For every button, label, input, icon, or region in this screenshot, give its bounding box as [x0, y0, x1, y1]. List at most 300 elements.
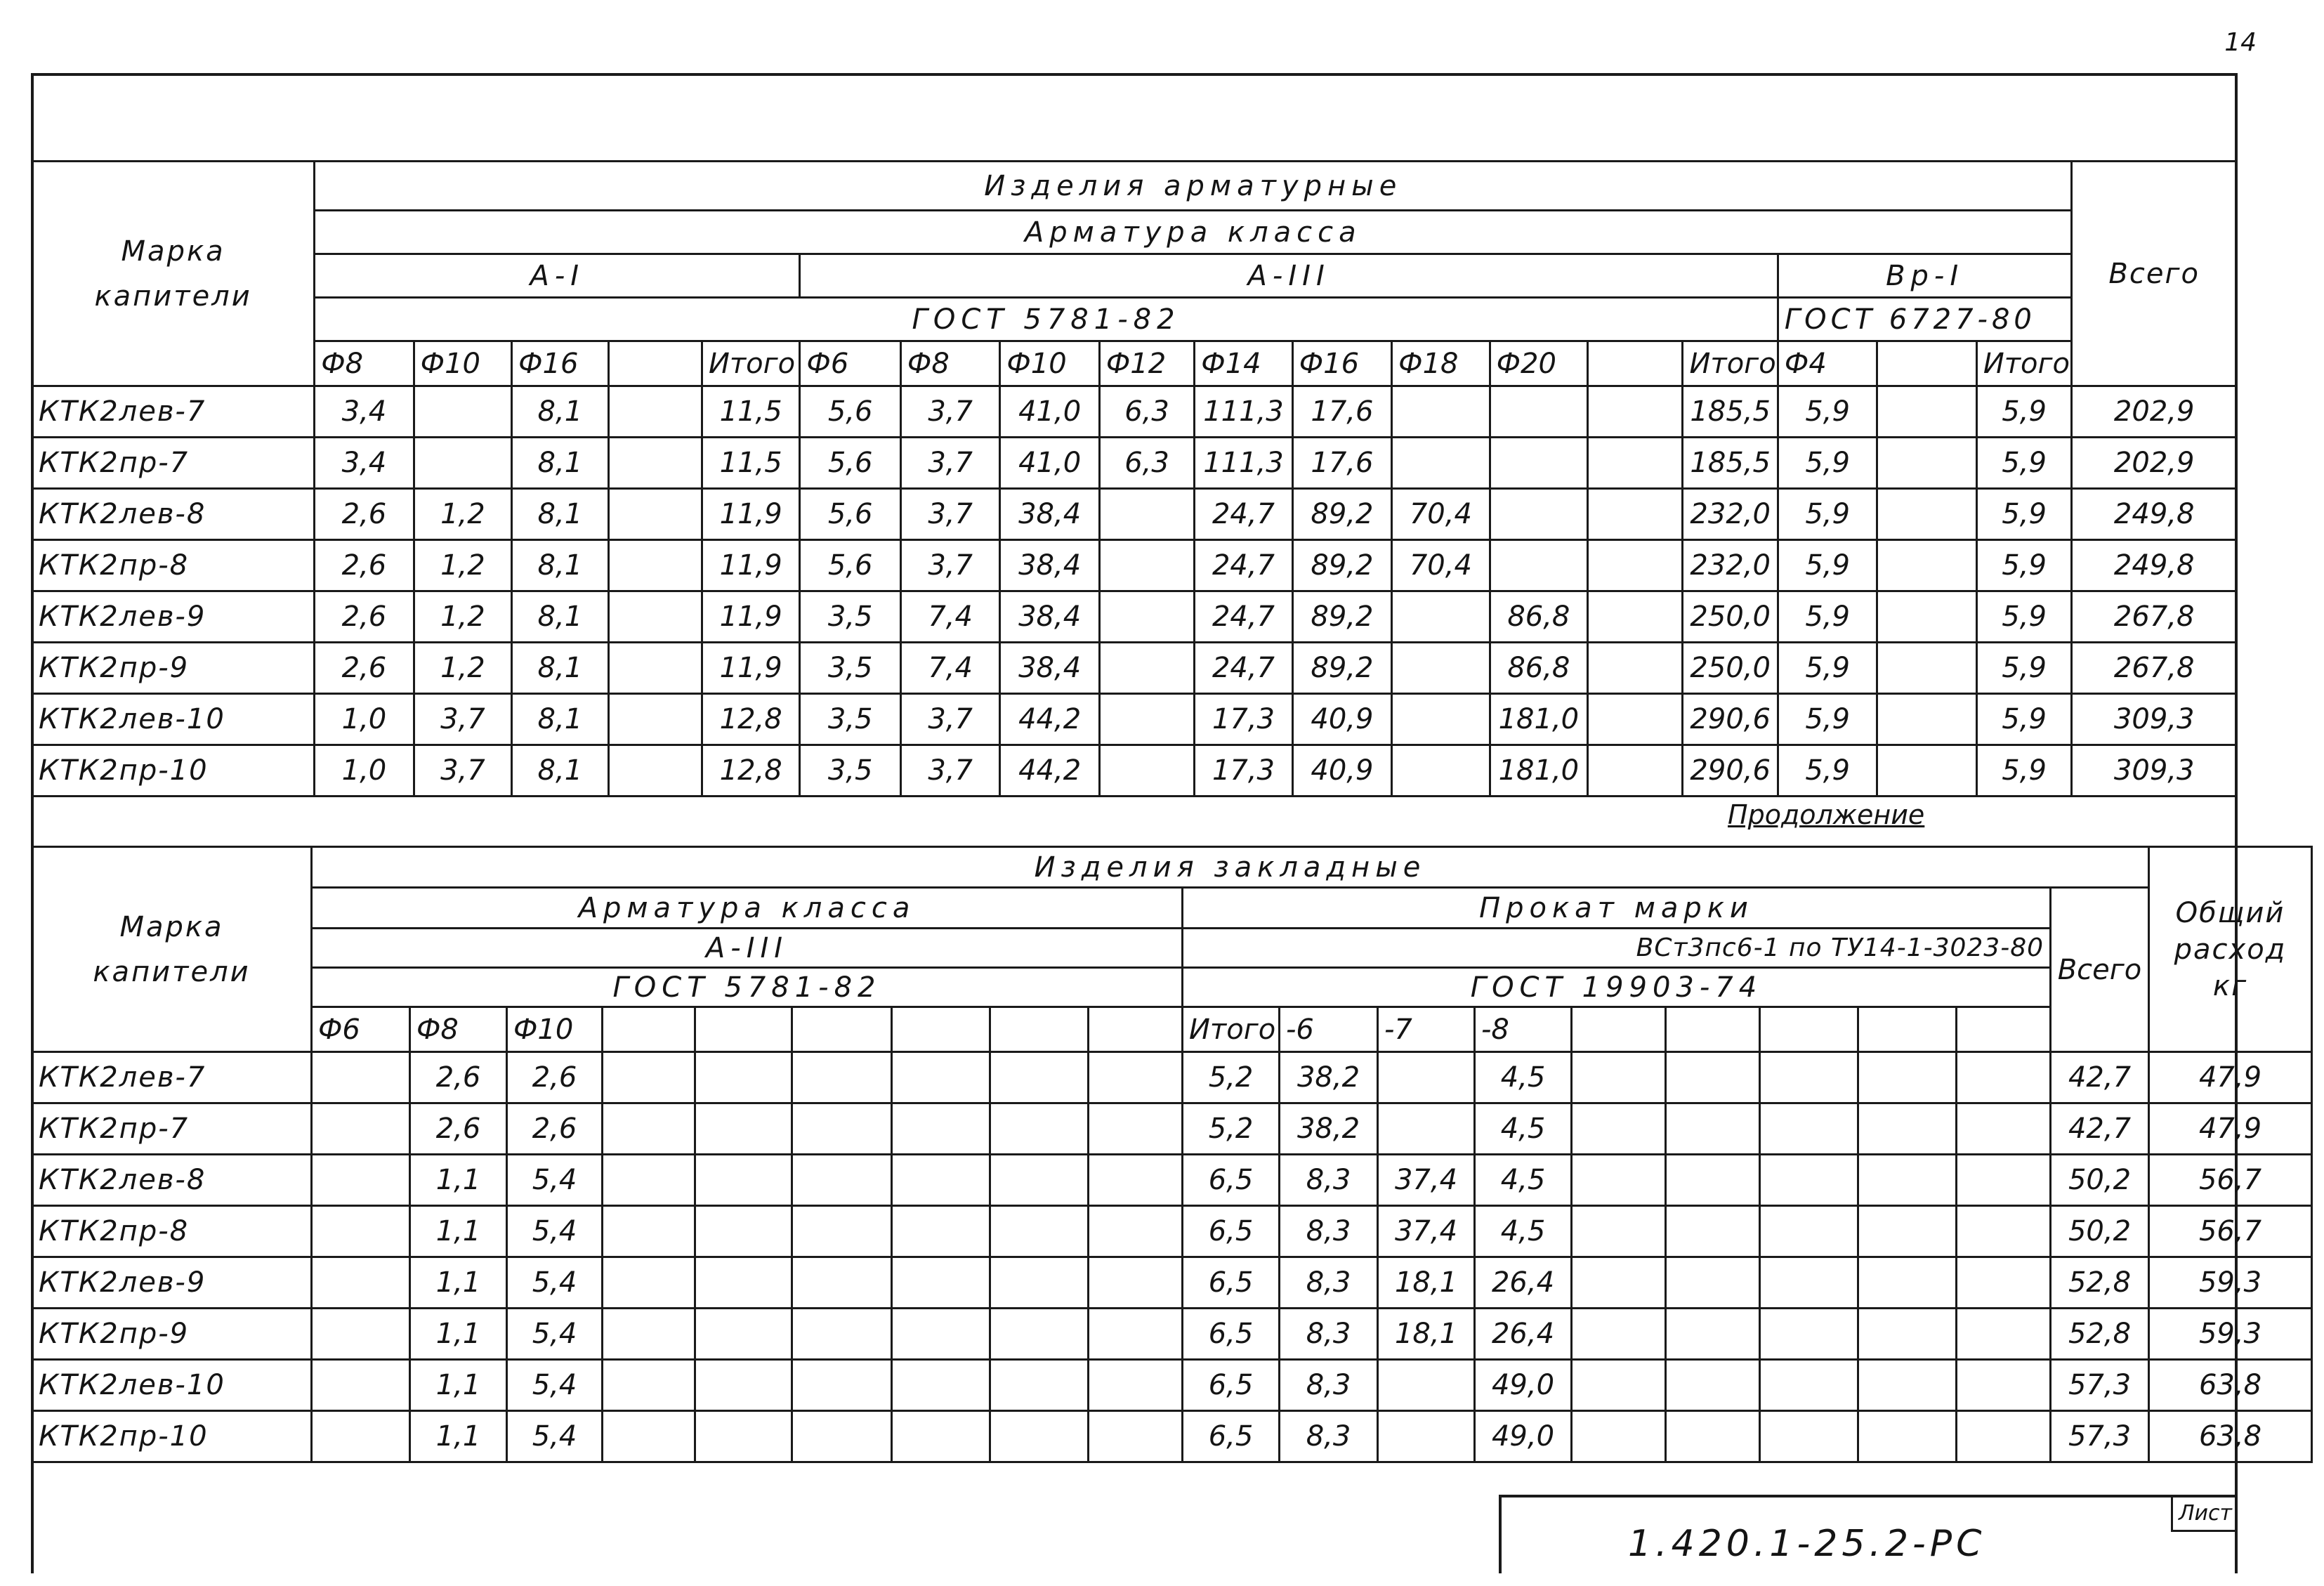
value-cell: 47,9 — [2149, 1052, 2312, 1103]
value-cell: 3,7 — [414, 745, 511, 797]
column-header — [990, 1007, 1089, 1052]
value-cell: 111,3 — [1195, 438, 1292, 489]
value-cell: 5,9 — [1778, 540, 1877, 591]
value-cell — [1572, 1206, 1666, 1257]
value-cell — [1099, 540, 1194, 591]
column-header: Итого — [1976, 341, 2072, 386]
value-cell: 26,4 — [1475, 1257, 1572, 1309]
value-cell: 181,0 — [1490, 745, 1587, 797]
value-cell: 5,4 — [507, 1155, 603, 1206]
value-cell: 3,5 — [800, 643, 901, 694]
value-cell: 7,4 — [900, 591, 999, 643]
mark-cell: КТК2пр-7 — [32, 438, 315, 489]
value-cell: 42,7 — [2051, 1103, 2149, 1155]
value-cell — [1588, 540, 1683, 591]
value-cell: 57,3 — [2051, 1411, 2149, 1462]
value-cell: 5,4 — [507, 1257, 603, 1309]
value-cell — [603, 1155, 695, 1206]
value-cell: 267,8 — [2072, 591, 2237, 643]
value-cell — [1877, 489, 1976, 540]
value-cell: 5,6 — [800, 386, 901, 438]
value-cell — [608, 489, 702, 540]
table-row — [32, 745, 2237, 797]
value-cell: 5,4 — [507, 1411, 603, 1462]
value-cell: 5,9 — [1976, 438, 2072, 489]
value-cell — [312, 1360, 410, 1411]
value-cell: 3,7 — [414, 694, 511, 745]
value-cell: 3,5 — [800, 591, 901, 643]
column-header — [603, 1007, 695, 1052]
value-cell — [1957, 1309, 2051, 1360]
value-cell — [695, 1206, 792, 1257]
value-cell: 5,6 — [800, 489, 901, 540]
value-cell — [990, 1103, 1089, 1155]
value-cell: 5,9 — [1976, 643, 2072, 694]
value-cell: 2,6 — [315, 643, 414, 694]
value-cell: 3,7 — [900, 540, 999, 591]
value-cell — [1666, 1052, 1760, 1103]
value-cell — [1858, 1052, 1957, 1103]
value-cell: 3,5 — [800, 694, 901, 745]
value-cell: 8,1 — [512, 438, 608, 489]
value-cell: 6,3 — [1099, 386, 1194, 438]
value-cell — [1392, 438, 1490, 489]
value-cell: 1,1 — [410, 1309, 507, 1360]
mark-cell: КТК2лев-9 — [32, 591, 315, 643]
value-cell: 70,4 — [1392, 540, 1490, 591]
table-row — [32, 386, 2237, 438]
value-cell — [1378, 1360, 1475, 1411]
value-cell: 1,2 — [414, 489, 511, 540]
value-cell: 38,4 — [1000, 540, 1099, 591]
value-cell — [1877, 745, 1976, 797]
value-cell — [1089, 1155, 1183, 1206]
value-cell — [1666, 1155, 1760, 1206]
value-cell: 11,5 — [702, 386, 799, 438]
value-cell — [1490, 438, 1587, 489]
value-cell — [1392, 386, 1490, 438]
column-header: Ф8 — [410, 1007, 507, 1052]
value-cell: 89,2 — [1292, 489, 1391, 540]
value-cell: 5,2 — [1183, 1052, 1280, 1103]
value-cell: 50,2 — [2051, 1206, 2149, 1257]
column-header: Ф16 — [512, 341, 608, 386]
value-cell — [892, 1411, 990, 1462]
value-cell — [1392, 643, 1490, 694]
value-cell: 38,2 — [1280, 1103, 1378, 1155]
value-cell: 50,2 — [2051, 1155, 2149, 1206]
value-cell: 56,7 — [2149, 1206, 2312, 1257]
total-header: Всего — [2072, 162, 2237, 386]
value-cell: 8,1 — [512, 489, 608, 540]
value-cell: 56,7 — [2149, 1155, 2312, 1206]
value-cell: 1,1 — [410, 1155, 507, 1206]
value-cell: 12,8 — [702, 694, 799, 745]
value-cell — [1877, 386, 1976, 438]
value-cell: 5,9 — [1976, 489, 2072, 540]
value-cell — [1572, 1309, 1666, 1360]
mark-cell: КТК2лев-7 — [32, 1052, 312, 1103]
value-cell: 63,8 — [2149, 1411, 2312, 1462]
table-row — [32, 591, 2237, 643]
value-cell: 232,0 — [1683, 489, 1778, 540]
value-cell: 5,9 — [1976, 694, 2072, 745]
mark-cell: КТК2пр-9 — [32, 1309, 312, 1360]
value-cell: 181,0 — [1490, 694, 1587, 745]
mark-cell: КТК2пр-10 — [32, 745, 315, 797]
value-cell: 3,7 — [900, 489, 999, 540]
prokat-gost: ГОСТ 19903-74 — [1183, 968, 2051, 1007]
value-cell: 8,3 — [1280, 1411, 1378, 1462]
value-cell: 309,3 — [2072, 694, 2237, 745]
value-cell: 38,2 — [1280, 1052, 1378, 1103]
value-cell: 3,4 — [315, 438, 414, 489]
value-cell: 1,0 — [315, 745, 414, 797]
column-header: Ф10 — [507, 1007, 603, 1052]
value-cell — [695, 1052, 792, 1103]
value-cell: 5,9 — [1976, 540, 2072, 591]
value-cell: 49,0 — [1475, 1360, 1572, 1411]
value-cell — [608, 643, 702, 694]
column-header: -6 — [1280, 1007, 1378, 1052]
value-cell: 290,6 — [1683, 745, 1778, 797]
value-cell: 86,8 — [1490, 643, 1587, 694]
value-cell: 8,1 — [512, 591, 608, 643]
value-cell: 5,9 — [1976, 386, 2072, 438]
column-header — [695, 1007, 792, 1052]
value-cell — [1089, 1360, 1183, 1411]
value-cell — [1572, 1360, 1666, 1411]
column-header: -8 — [1475, 1007, 1572, 1052]
arm-gost: ГОСТ 5781-82 — [312, 968, 1183, 1007]
value-cell: 11,9 — [702, 489, 799, 540]
table-row — [32, 694, 2237, 745]
mark-cell: КТК2пр-8 — [32, 540, 315, 591]
embedded-items-table — [31, 846, 2313, 1463]
table-row — [32, 1360, 2312, 1411]
value-cell — [792, 1411, 892, 1462]
value-cell: 49,0 — [1475, 1411, 1572, 1462]
table-row — [32, 489, 2237, 540]
value-cell: 24,7 — [1195, 591, 1292, 643]
value-cell — [1099, 489, 1194, 540]
value-cell: 11,9 — [702, 591, 799, 643]
value-cell: 250,0 — [1683, 643, 1778, 694]
value-cell — [1099, 745, 1194, 797]
total-header-2: Всего — [2051, 888, 2149, 1052]
value-cell: 1,1 — [410, 1206, 507, 1257]
value-cell: 4,5 — [1475, 1155, 1572, 1206]
column-header: Ф18 — [1392, 341, 1490, 386]
value-cell: 3,7 — [900, 438, 999, 489]
sheet-number: 14 — [2224, 28, 2257, 57]
value-cell — [1666, 1103, 1760, 1155]
value-cell — [1877, 540, 1976, 591]
value-cell: 5,9 — [1778, 745, 1877, 797]
value-cell — [1490, 386, 1587, 438]
value-cell: 1,1 — [410, 1257, 507, 1309]
value-cell: 290,6 — [1683, 694, 1778, 745]
value-cell: 37,4 — [1378, 1155, 1475, 1206]
column-header: Ф8 — [900, 341, 999, 386]
value-cell: 40,9 — [1292, 745, 1391, 797]
value-cell: 11,5 — [702, 438, 799, 489]
table-row — [32, 1206, 2312, 1257]
value-cell — [1089, 1052, 1183, 1103]
value-cell — [1392, 745, 1490, 797]
value-cell: 5,4 — [507, 1360, 603, 1411]
table-row — [32, 438, 2237, 489]
value-cell: 267,8 — [2072, 643, 2237, 694]
value-cell — [1760, 1103, 1858, 1155]
value-cell — [1666, 1257, 1760, 1309]
value-cell: 37,4 — [1378, 1206, 1475, 1257]
value-cell: 8,3 — [1280, 1206, 1378, 1257]
value-cell — [792, 1206, 892, 1257]
value-cell — [603, 1360, 695, 1411]
value-cell: 249,8 — [2072, 489, 2237, 540]
value-cell: 8,3 — [1280, 1360, 1378, 1411]
value-cell: 41,0 — [1000, 386, 1099, 438]
column-header: Ф14 — [1195, 341, 1292, 386]
value-cell: 18,1 — [1378, 1309, 1475, 1360]
value-cell — [1099, 591, 1194, 643]
value-cell: 309,3 — [2072, 745, 2237, 797]
value-cell: 17,3 — [1195, 694, 1292, 745]
value-cell — [603, 1411, 695, 1462]
value-cell: 11,9 — [702, 643, 799, 694]
value-cell — [1588, 489, 1683, 540]
value-cell — [312, 1257, 410, 1309]
value-cell — [892, 1103, 990, 1155]
value-cell — [603, 1052, 695, 1103]
value-cell: 5,9 — [1778, 438, 1877, 489]
value-cell: 6,5 — [1183, 1206, 1280, 1257]
value-cell: 3,7 — [900, 745, 999, 797]
value-cell: 5,2 — [1183, 1103, 1280, 1155]
column-header — [1858, 1007, 1957, 1052]
sheet-label: Лист — [2171, 1497, 2238, 1532]
value-cell: 44,2 — [1000, 694, 1099, 745]
value-cell: 8,1 — [512, 694, 608, 745]
value-cell — [990, 1309, 1089, 1360]
value-cell — [1858, 1206, 1957, 1257]
value-cell: 8,1 — [512, 386, 608, 438]
value-cell — [990, 1155, 1089, 1206]
table-row — [32, 1411, 2312, 1462]
value-cell — [1957, 1052, 2051, 1103]
group-title-2: Изделия закладные — [312, 847, 2149, 888]
mark-cell: КТК2пр-7 — [32, 1103, 312, 1155]
value-cell — [1089, 1309, 1183, 1360]
value-cell: 3,5 — [800, 745, 901, 797]
value-cell: 4,5 — [1475, 1103, 1572, 1155]
value-cell — [608, 540, 702, 591]
value-cell: 250,0 — [1683, 591, 1778, 643]
value-cell — [1378, 1411, 1475, 1462]
value-cell — [1572, 1155, 1666, 1206]
value-cell — [1858, 1411, 1957, 1462]
value-cell: 59,3 — [2149, 1309, 2312, 1360]
mark-cell: КТК2лев-10 — [32, 1360, 312, 1411]
column-header: Итого — [1683, 341, 1778, 386]
grand-total-header: Общий расход кг — [2149, 847, 2312, 1052]
value-cell: 5,9 — [1778, 591, 1877, 643]
column-header — [892, 1007, 990, 1052]
value-cell: 1,1 — [410, 1360, 507, 1411]
value-cell: 5,9 — [1778, 489, 1877, 540]
value-cell: 6,5 — [1183, 1309, 1280, 1360]
value-cell — [792, 1103, 892, 1155]
value-cell — [608, 386, 702, 438]
value-cell: 3,7 — [900, 386, 999, 438]
column-header: Ф4 — [1778, 341, 1877, 386]
column-header — [1089, 1007, 1183, 1052]
value-cell: 42,7 — [2051, 1052, 2149, 1103]
table-row — [32, 643, 2237, 694]
column-header: Ф6 — [800, 341, 901, 386]
value-cell: 5,9 — [1778, 694, 1877, 745]
value-cell — [1588, 745, 1683, 797]
value-cell — [1588, 643, 1683, 694]
value-cell: 202,9 — [2072, 438, 2237, 489]
value-cell — [1760, 1155, 1858, 1206]
value-cell — [892, 1257, 990, 1309]
value-cell — [1572, 1411, 1666, 1462]
mark-cell: КТК2лев-10 — [32, 694, 315, 745]
value-cell: 111,3 — [1195, 386, 1292, 438]
table-row — [32, 1052, 2312, 1103]
table-row — [32, 1155, 2312, 1206]
value-cell — [1760, 1309, 1858, 1360]
mark-cell: КТК2лев-7 — [32, 386, 315, 438]
column-header: Ф10 — [414, 341, 511, 386]
value-cell — [892, 1309, 990, 1360]
value-cell — [1858, 1257, 1957, 1309]
value-cell: 52,8 — [2051, 1257, 2149, 1309]
value-cell — [1858, 1103, 1957, 1155]
value-cell — [1760, 1206, 1858, 1257]
value-cell: 44,2 — [1000, 745, 1099, 797]
arm-title: Арматура класса — [312, 888, 1183, 929]
value-cell — [695, 1257, 792, 1309]
gost-5781: ГОСТ 5781-82 — [315, 298, 1778, 341]
value-cell: 249,8 — [2072, 540, 2237, 591]
value-cell — [608, 745, 702, 797]
value-cell — [792, 1155, 892, 1206]
value-cell — [1877, 643, 1976, 694]
value-cell — [603, 1206, 695, 1257]
value-cell — [414, 386, 511, 438]
mark-cell: КТК2пр-10 — [32, 1411, 312, 1462]
column-header: Ф20 — [1490, 341, 1587, 386]
table-row — [32, 1309, 2312, 1360]
value-cell: 40,9 — [1292, 694, 1391, 745]
value-cell — [1666, 1360, 1760, 1411]
value-cell: 41,0 — [1000, 438, 1099, 489]
value-cell: 3,7 — [900, 694, 999, 745]
value-cell: 11,9 — [702, 540, 799, 591]
mark-cell: КТК2пр-8 — [32, 1206, 312, 1257]
value-cell — [1858, 1309, 1957, 1360]
value-cell: 18,1 — [1378, 1257, 1475, 1309]
column-header — [1666, 1007, 1760, 1052]
value-cell — [312, 1309, 410, 1360]
value-cell — [608, 694, 702, 745]
value-cell — [1089, 1103, 1183, 1155]
column-header — [1572, 1007, 1666, 1052]
value-cell — [603, 1257, 695, 1309]
group-title: Изделия арматурные — [315, 162, 2072, 211]
value-cell — [1957, 1103, 2051, 1155]
table-row — [32, 1257, 2312, 1309]
value-cell: 12,8 — [702, 745, 799, 797]
value-cell — [1877, 694, 1976, 745]
column-header: Итого — [702, 341, 799, 386]
value-cell: 2,6 — [315, 489, 414, 540]
column-header: Ф16 — [1292, 341, 1391, 386]
value-cell: 2,6 — [507, 1103, 603, 1155]
mark-cell: КТК2лев-8 — [32, 489, 315, 540]
value-cell — [892, 1052, 990, 1103]
class-a3: А-III — [800, 254, 1778, 298]
value-cell: 38,4 — [1000, 643, 1099, 694]
value-cell: 8,1 — [512, 745, 608, 797]
value-cell — [1392, 694, 1490, 745]
value-cell — [312, 1411, 410, 1462]
value-cell: 17,6 — [1292, 438, 1391, 489]
value-cell — [312, 1052, 410, 1103]
value-cell: 8,3 — [1280, 1309, 1378, 1360]
value-cell: 17,3 — [1195, 745, 1292, 797]
value-cell: 4,5 — [1475, 1052, 1572, 1103]
value-cell: 57,3 — [2051, 1360, 2149, 1411]
value-cell — [1572, 1052, 1666, 1103]
value-cell: 3,4 — [315, 386, 414, 438]
value-cell: 232,0 — [1683, 540, 1778, 591]
value-cell: 2,6 — [315, 540, 414, 591]
value-cell: 5,9 — [1976, 591, 2072, 643]
value-cell — [603, 1309, 695, 1360]
column-header — [1760, 1007, 1858, 1052]
value-cell — [1588, 591, 1683, 643]
value-cell: 70,4 — [1392, 489, 1490, 540]
value-cell: 24,7 — [1195, 540, 1292, 591]
value-cell — [990, 1411, 1089, 1462]
value-cell: 89,2 — [1292, 643, 1391, 694]
value-cell: 1,2 — [414, 591, 511, 643]
class-vr1: Вр-I — [1778, 254, 2071, 298]
value-cell — [1957, 1206, 2051, 1257]
value-cell — [312, 1206, 410, 1257]
value-cell — [792, 1052, 892, 1103]
reinforcement-table — [31, 160, 2238, 797]
value-cell: 202,9 — [2072, 386, 2237, 438]
gost-6727: ГОСТ 6727-80 — [1778, 298, 2071, 341]
value-cell: 5,4 — [507, 1309, 603, 1360]
value-cell — [1099, 694, 1194, 745]
value-cell: 38,4 — [1000, 591, 1099, 643]
value-cell — [695, 1155, 792, 1206]
value-cell: 5,9 — [1976, 745, 2072, 797]
value-cell — [1572, 1257, 1666, 1309]
value-cell — [695, 1103, 792, 1155]
value-cell — [792, 1360, 892, 1411]
value-cell: 2,6 — [410, 1052, 507, 1103]
value-cell — [1957, 1155, 2051, 1206]
value-cell — [1378, 1103, 1475, 1155]
value-cell — [1760, 1052, 1858, 1103]
